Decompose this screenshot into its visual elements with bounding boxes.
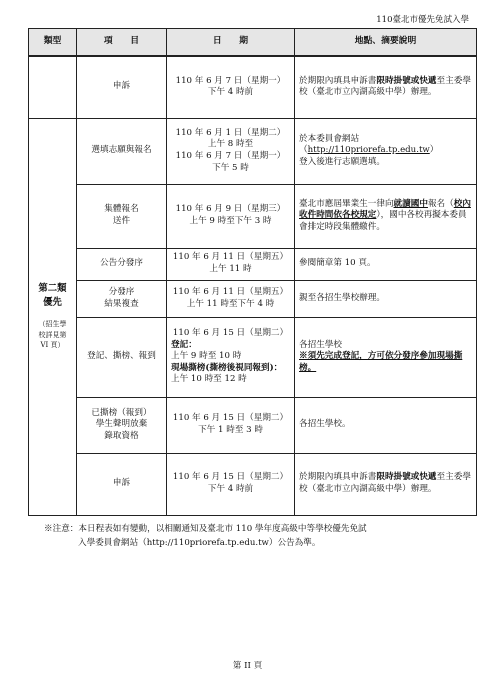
date-cell (167, 397, 295, 453)
desc-bold-underline: ※須先完成登記，方可依分發序參加現場撕榜。 (299, 351, 463, 373)
desc-text: 臺北市應屆畢業生一律向 (299, 198, 394, 209)
header-note: 110臺北市優先免試入學 (376, 15, 469, 25)
desc-text: 至主委學校（臺北市立內湖高級中學）辦理。 (299, 472, 471, 494)
footnote-line: ※注意：本日程表如有變動，以相關通知及臺北市 110 學年度高級中等學校優先免試 (44, 524, 367, 534)
desc-text: 至主委學校（臺北市立內湖高級中學）辦理。 (299, 75, 471, 98)
desc-cell (295, 56, 477, 118)
date-cell (167, 184, 295, 248)
category-cell-empty (29, 56, 77, 118)
table-row (29, 397, 477, 453)
date-line: 下午 1 時至 3 時 (198, 425, 263, 435)
desc-cell (295, 118, 477, 184)
footnote-line: 入學委員會網站（http://110priorefa.tp.edu.tw）公告為準。 (78, 537, 321, 548)
table-row (29, 317, 477, 397)
desc-cell: 各招生學校。 (295, 397, 477, 453)
category-cell (29, 118, 77, 515)
item-cell: 申訴 (77, 56, 167, 118)
table-row (29, 184, 477, 248)
category-note-line: 校詳見第 (38, 330, 67, 339)
date-line: 110 年 6 月 15 日（星期二） (172, 472, 289, 483)
date-label-bold: 登記： (171, 339, 197, 350)
schedule-table (28, 28, 477, 516)
column-header-type: 類型 (29, 29, 77, 57)
desc-text: ），國中各校再擬本委員會排定時段集體繳件。 (299, 210, 467, 232)
desc-text: 報名（ (427, 198, 454, 209)
date-line: 上午 8 時至 (207, 139, 254, 150)
date-line: 上午 11 時至下午 4 時 (186, 298, 275, 309)
desc-bold: 限時掛號或快遞 (376, 75, 437, 86)
desc-url-line: （http://110priorefa.tp.edu.tw） (299, 145, 439, 156)
category-title (33, 282, 72, 309)
item-cell: 公告分發序 (77, 248, 167, 280)
item-cell (77, 397, 167, 453)
item-cell: 登記、撕榜、報到 (77, 317, 167, 397)
date-line: 上午 11 時 (209, 264, 252, 274)
category-title-line: 優先 (43, 296, 62, 308)
desc-text: 於期限內填具申訴書 (299, 472, 377, 483)
date-line: 110 年 6 月 1 日（星期二） (175, 127, 286, 138)
category-note (33, 319, 72, 351)
category-note-line: VI 頁） (40, 341, 65, 350)
date-line: 下午 4 時前 (207, 484, 254, 494)
column-header-desc: 地點、摘要說明 (295, 29, 477, 57)
item-line: 錄取資格 (104, 430, 139, 441)
desc-text: 於本委員會網站 (299, 133, 360, 144)
date-line: 110 年 6 月 7 日（星期一） (175, 151, 286, 161)
desc-text: 登入後進行志願選填。 (299, 156, 385, 167)
desc-text: 於期限內填具申訴書 (299, 75, 377, 86)
table-row (29, 248, 477, 280)
category-title-line: 第二類 (38, 283, 67, 295)
table-row (29, 280, 477, 317)
date-cell (167, 56, 295, 118)
table-row (29, 453, 477, 515)
date-line: 上午 10 時至 12 時 (171, 374, 247, 385)
date-cell (167, 118, 295, 184)
item-line: 學生聲明放棄 (95, 419, 148, 430)
date-line: 下午 4 時前 (207, 87, 254, 98)
desc-text: 各招生學校 (299, 339, 342, 350)
date-line: 110 年 6 月 9 日（星期三） (175, 204, 286, 215)
date-label-bold: 現場撕榜(撕榜後視同報到)： (171, 362, 283, 373)
item-line: 已撕榜（報到） (91, 407, 152, 418)
date-line: 110 年 6 月 15 日（星期二） (172, 413, 289, 424)
item-line: 送件 (112, 216, 131, 226)
date-line: 上午 9 時至下午 3 時 (189, 216, 272, 226)
date-line: 110 年 6 月 15 日（星期二） (172, 328, 289, 339)
date-line: 110 年 6 月 7 日（星期一） (175, 75, 286, 86)
category-note-line: （招生學 (38, 320, 67, 329)
date-line: 110 年 6 月 11 日（星期五） (172, 252, 289, 263)
table-row (29, 56, 477, 118)
date-line: 下午 5 時 (212, 162, 249, 173)
table-row (29, 118, 477, 184)
item-line: 結果複查 (104, 298, 139, 309)
item-line: 集體報名 (104, 204, 139, 215)
desc-cell (295, 184, 477, 248)
date-cell (167, 453, 295, 515)
item-cell (77, 184, 167, 248)
date-cell (167, 248, 295, 280)
date-line: 110 年 6 月 11 日（星期五） (172, 286, 289, 297)
desc-cell (295, 453, 477, 515)
date-cell (167, 280, 295, 317)
desc-bold-underline: 校內收件時間依各校規定 (299, 198, 471, 221)
website-link[interactable]: http://110priorefa.tp.edu.tw (307, 145, 430, 156)
desc-bold: 限時掛號或快遞 (376, 472, 437, 483)
column-header-item: 項 目 (77, 29, 167, 57)
column-header-date: 日 期 (167, 29, 295, 57)
page-number: 第 II 頁 (232, 661, 263, 671)
footnote (44, 523, 484, 551)
desc-bold-underline: 就讀國中 (393, 198, 428, 209)
date-cell (167, 317, 295, 397)
desc-cell: 參閱簡章第 10 頁。 (295, 248, 477, 280)
item-cell: 申訴 (77, 453, 167, 515)
item-cell (77, 280, 167, 317)
item-cell: 選填志願與報名 (77, 118, 167, 184)
table-header-row (29, 29, 477, 57)
item-line: 分發序 (108, 286, 135, 297)
desc-cell: 親至各招生學校辦理。 (295, 280, 477, 317)
date-line: 上午 9 時至 10 時 (171, 351, 242, 362)
desc-cell (295, 317, 477, 397)
